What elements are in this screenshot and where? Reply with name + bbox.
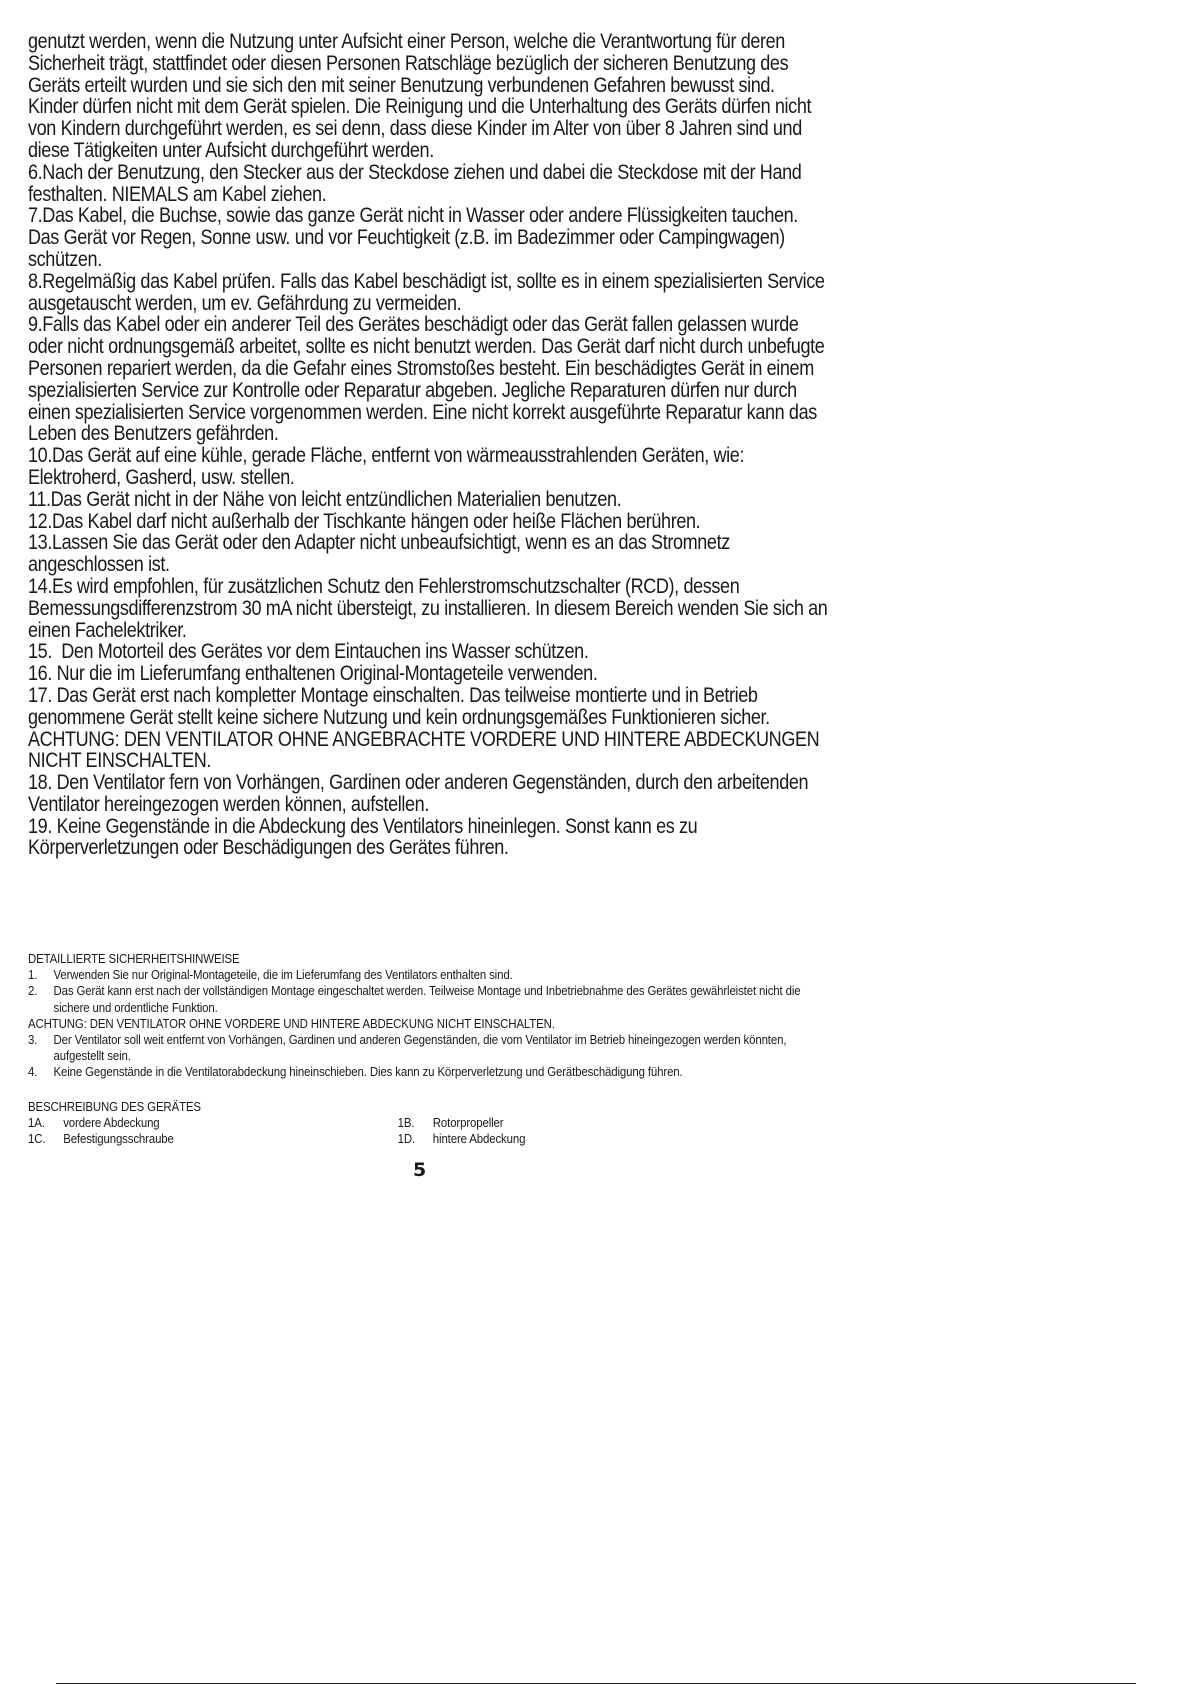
- detailed-item-2: [28, 983, 820, 1015]
- warning-covers: ACHTUNG: DEN VENTILATOR OHNE ANGEBRACHTE VORDERE UND HINTERE ABDECKUNGEN NICHT EINSCHALTEN.: [28, 727, 824, 773]
- detailed-item-4: [28, 1064, 820, 1080]
- paragraph-8: 8.Regelmäßig das Kabel prüfen. Falls das Kabel beschädigt ist, sollte es in einem spezialisierten Service ausgetauscht werden, um ev. Gefährdung zu vermeiden.: [28, 269, 830, 315]
- paragraph-9: 9.Falls das Kabel oder ein anderer Teil des Gerätes beschädigt oder das Gerät fallen gelassen wurde oder nicht ordnungsgemäß arbeitet, sollte es nicht benutzt werden. Das Gerät darf nicht durch unbefugte Personen repariert werden, da die Gefahr eines Stromstoßes besteht. Ein beschädigtes Gerät in einem spezialisierten Service zur Kontrolle oder Reparatur abgeben. Jegliche Reparaturen dürfen nur durch einen spezialisierten Service vorgenommen werden. Eine nicht korrekt ausgeführte Reparatur kann das Leben des Benutzers gefährden.: [28, 313, 830, 446]
- part-code: 1A.: [28, 1115, 45, 1131]
- part-code: 1D.: [397, 1131, 416, 1147]
- item-text: Das Gerät kann erst nach der vollständigen Montage eingeschaltet werden. Teilweise Montage und Inbetriebnahme des Gerätes gewährleistet nicht die sichere und ordentliche Funktion.: [53, 983, 801, 1015]
- paragraph-15: 15. Den Motorteil des Gerätes vor dem Eintauchen ins Wasser schützen.: [28, 640, 589, 664]
- detailed-item-3: [28, 1032, 820, 1064]
- paragraph-7: 7.Das Kabel, die Buchse, sowie das ganze Gerät nicht in Wasser oder andere Flüssigkeiten tauchen. Das Gerät vor Regen, Sonne usw. und vor Feuchtigkeit (z.B. im Badezimmer oder Campingwagen) schützen.: [28, 204, 803, 271]
- paragraph-6: 6.Nach der Benutzung, den Stecker aus der Steckdose ziehen und dabei die Steckdose mit der Hand festhalten. NIEMALS am Kabel ziehen.: [28, 160, 807, 206]
- part-1d: [398, 1131, 768, 1147]
- paragraph-19: 19. Keine Gegenstände in die Abdeckung des Ventilators hineinlegen. Sonst kann es zu Körperverletzungen oder Beschädigungen des Gerätes führen.: [28, 814, 702, 860]
- part-1a: [28, 1115, 398, 1131]
- detailed-warning: ACHTUNG: DEN VENTILATOR OHNE VORDERE UND HINTERE ABDECKUNG NICHT EINSCHALTEN.: [28, 1015, 555, 1031]
- page-number: 5: [413, 1159, 427, 1181]
- paragraph-supervision: genutzt werden, wenn die Nutzung unter Aufsicht einer Person, welche die Verantwortung für deren Sicherheit trägt, stattfindet oder diesen Personen Ratschläge bezüglich der sicheren Benutzung des Geräts erteilt wurden und sie sich den mit seiner Benutzung verbundenen Gefahren bewusst sind. Kinder dürfen nicht mit dem Gerät spielen. Die Reinigung und die Unterhaltung des Geräts dürfen nicht von Kindern durchgeführt werden, es sei denn, dass diese Kinder im Alter von über 8 Jahren sind und diese Tätigkeiten unter Aufsicht durchgeführt werden.: [28, 30, 816, 162]
- paragraph-13: 13.Lassen Sie das Gerät oder den Adapter nicht unbeaufsichtigt, wenn es an das Stromnetz angeschlossen ist.: [28, 531, 735, 577]
- paragraph-11: 11.Das Gerät nicht in der Nähe von leicht entzündlichen Materialien benutzen.: [28, 487, 622, 511]
- item-number: 1.: [28, 967, 38, 983]
- device-description-section: [28, 1099, 820, 1148]
- detailed-safety-section: [28, 951, 820, 1081]
- item-number: 2.: [28, 983, 38, 999]
- part-label: Rotorpropeller: [432, 1115, 504, 1131]
- detailed-item-1: [28, 967, 820, 983]
- parts-list: [28, 1115, 820, 1147]
- main-safety-text: [28, 30, 833, 860]
- item-number: 4.: [28, 1064, 38, 1080]
- part-label: Befestigungsschraube: [63, 1131, 174, 1147]
- part-label: hintere Abdeckung: [432, 1131, 526, 1147]
- description-heading: BESCHREIBUNG DES GERÄTES: [28, 1099, 201, 1114]
- paragraph-16: 16. Nur die im Lieferumfang enthaltenen Original-Montageteile verwenden.: [28, 662, 598, 686]
- paragraph-12: 12.Das Kabel darf nicht außerhalb der Tischkante hängen oder heiße Flächen berühren.: [28, 509, 701, 533]
- part-code: 1B.: [397, 1115, 415, 1131]
- item-text: Der Ventilator soll weit entfernt von Vorhängen, Gardinen und anderen Gegenständen, die vom Ventilator im Betrieb hineingezogen werden könnten, aufgestellt sein.: [53, 1032, 787, 1064]
- part-1b: [398, 1115, 768, 1131]
- item-text: Keine Gegenstände in die Ventilatorabdeckung hineinschieben. Dies kann zu Körperverletzung und Gerätbeschädigung führen.: [53, 1064, 683, 1080]
- part-label: vordere Abdeckung: [63, 1115, 160, 1131]
- paragraph-10: 10.Das Gerät auf eine kühle, gerade Fläche, entfernt von wärmeausstrahlenden Geräten, wie: Elektroherd, Gasherd, usw. stellen.: [28, 444, 749, 489]
- item-number: 3.: [28, 1032, 38, 1048]
- part-code: 1C.: [28, 1131, 46, 1147]
- paragraph-14: 14.Es wird empfohlen, für zusätzlichen Schutz den Fehlerstromschutzschalter (RCD), dessen Bemessungsdifferenzstrom 30 mA nicht übersteigt, zu installieren. In diesem Bereich wenden Sie sich an einen Fachelektriker.: [28, 574, 833, 642]
- detailed-heading: DETAILLIERTE SICHERHEITSHINWEISE: [28, 951, 240, 966]
- item-text: Verwenden Sie nur Original-Montageteile, die im Lieferumfang des Ventilators enthalten sind.: [53, 967, 513, 983]
- part-1c: [28, 1131, 398, 1147]
- paragraph-17: 17. Das Gerät erst nach kompletter Montage einschalten. Das teilweise montierte und in Betrieb genommene Gerät stellt keine sichere Nutzung und kein ordnungsgemäßes Funktionieren sicher.: [28, 683, 770, 729]
- paragraph-18: 18. Den Ventilator fern von Vorhängen, Gardinen oder anderen Gegenständen, durch den arbeitenden Ventilator hereingezogen werden können, aufstellen.: [28, 771, 813, 816]
